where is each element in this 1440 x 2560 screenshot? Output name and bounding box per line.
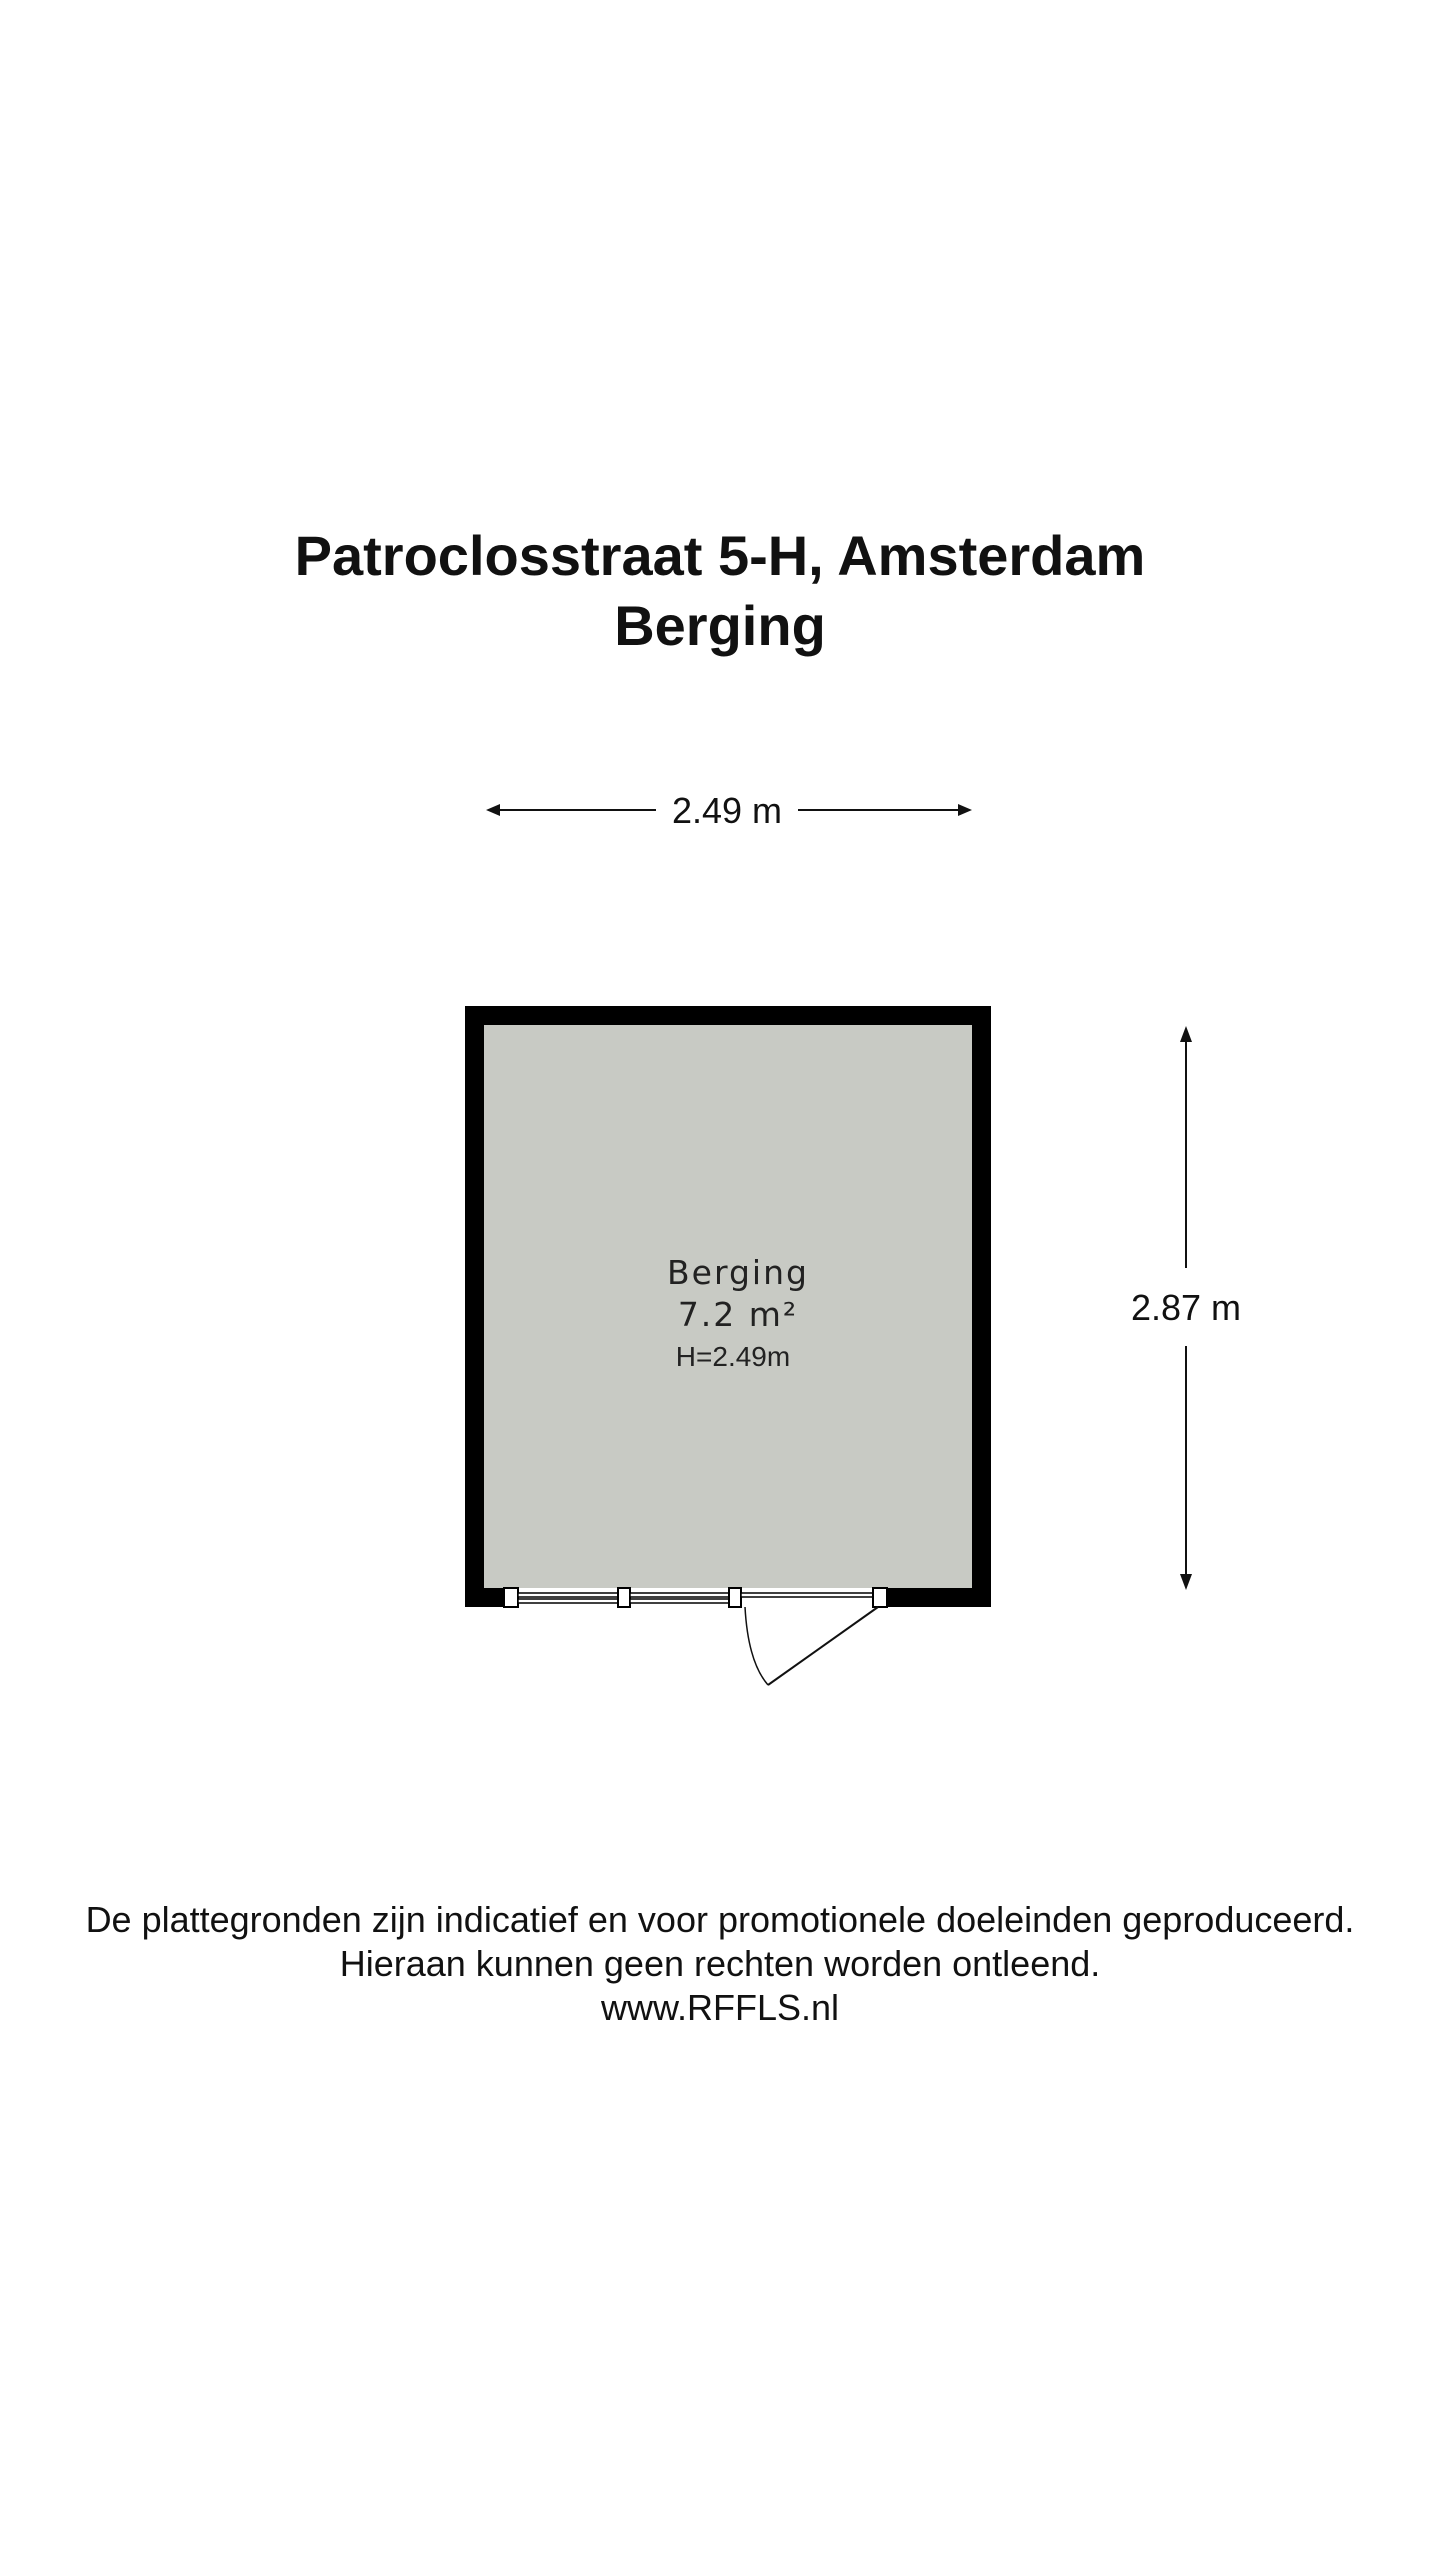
room-height: H=2.49m (675, 1341, 791, 1372)
website-link: www.RFFLS.nl (600, 1987, 840, 2028)
width-dimension (486, 790, 972, 831)
disclaimer-line-2: Hieraan kunnen geen rechten worden ontleend. (339, 1943, 1101, 1984)
room-name: Berging (667, 1253, 809, 1292)
arrow-down-icon (1180, 1574, 1192, 1590)
width-dimension-label: 2.49 m (671, 790, 783, 831)
door-frame (741, 1593, 873, 1597)
room-berging (465, 1006, 991, 1685)
door-leaf (768, 1607, 878, 1685)
frame-post-3 (729, 1588, 741, 1607)
page-title-floor: Berging (614, 594, 826, 657)
window-pane-2b (630, 1599, 729, 1603)
room-area: 7.2 m² (677, 1295, 799, 1334)
arrow-right-icon (958, 804, 972, 816)
frame-post-1 (504, 1588, 518, 1607)
door-swing-arc (745, 1607, 768, 1685)
depth-dimension-label: 2.87 m (1130, 1287, 1242, 1328)
frame-post-2 (618, 1588, 630, 1607)
window-pane-1 (518, 1593, 618, 1597)
page-title-address: Patroclosstraat 5-H, Amsterdam (294, 524, 1146, 587)
arrow-up-icon (1180, 1026, 1192, 1042)
depth-dimension (1131, 1026, 1241, 1590)
frame-post-4 (873, 1588, 887, 1607)
window-pane-1b (518, 1599, 618, 1603)
disclaimer-line-1: De plattegronden zijn indicatief en voor promotionele doeleinden geproduceerd. (85, 1899, 1355, 1940)
arrow-left-icon (486, 804, 500, 816)
window-pane-2 (630, 1593, 729, 1597)
